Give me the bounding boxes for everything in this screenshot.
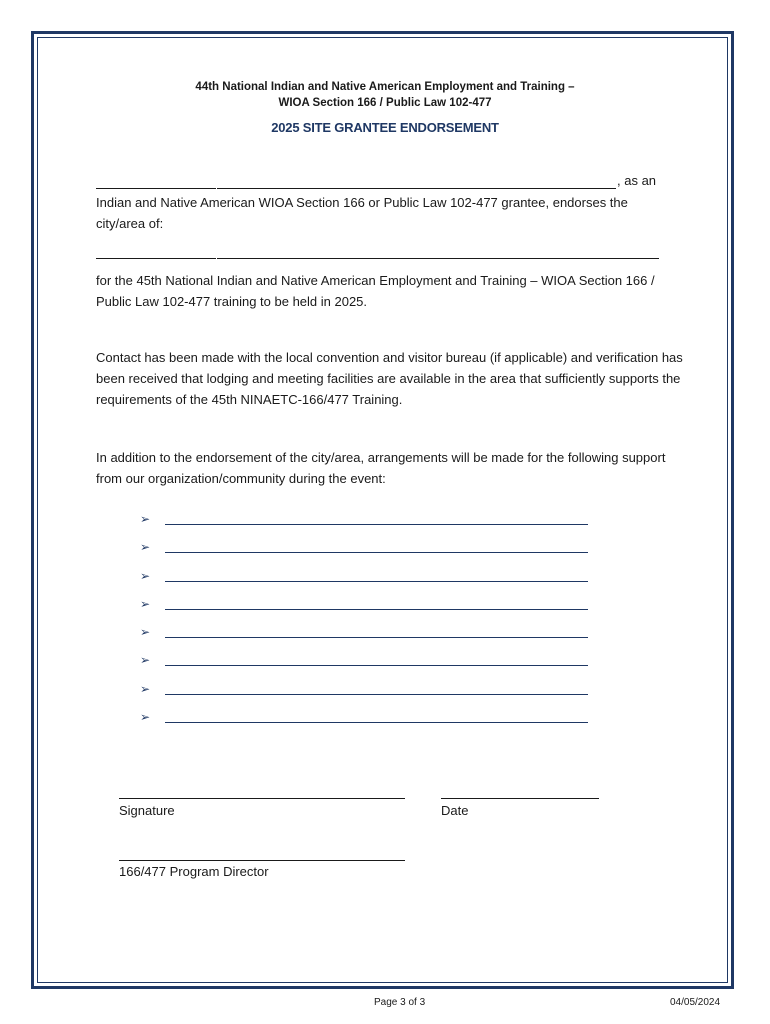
list-item <box>140 649 600 677</box>
list-item <box>140 678 600 706</box>
header-line-1: 44th National Indian and Native American Employment and Training – <box>195 81 575 93</box>
date-line[interactable] <box>441 798 599 799</box>
list-item <box>140 565 600 593</box>
list-item <box>140 593 600 621</box>
list-item <box>140 536 600 564</box>
signature-label: Signature <box>119 803 175 818</box>
arrow-bullet-icon: ➢ <box>140 512 151 526</box>
director-label: 166/477 Program Director <box>119 864 269 879</box>
paragraph-contact: Contact has been made with the local convention and visitor bureau (if applicable) and verification has been received that lodging and meeting facilities are available in the area that sufficiently supports the requirements of the 45th NINAETC-166/477 Training. <box>96 350 683 407</box>
support-line[interactable] <box>165 581 588 582</box>
support-line[interactable] <box>165 609 588 610</box>
arrow-bullet-icon: ➢ <box>140 596 151 611</box>
paragraph-support: In addition to the endorsement of the city/area, arrangements will be made for the following support from our organization/community during the event: <box>96 450 666 486</box>
as-an-text: , as an <box>617 173 657 188</box>
city-area-line-b[interactable] <box>217 258 659 259</box>
signature-line[interactable] <box>119 798 405 799</box>
page-title: 2025 SITE GRANTEE ENDORSEMENT <box>271 120 499 135</box>
support-line[interactable] <box>165 524 588 525</box>
date-label: Date <box>441 803 469 818</box>
grantee-name-line-a[interactable] <box>96 188 216 189</box>
support-line[interactable] <box>165 552 588 553</box>
arrow-bullet-icon: ➢ <box>140 710 151 725</box>
support-line[interactable] <box>165 694 588 695</box>
support-line[interactable] <box>165 665 588 666</box>
support-line[interactable] <box>165 722 588 723</box>
arrow-bullet-icon: ➢ <box>140 625 151 640</box>
list-item <box>140 508 600 536</box>
paragraph-grantee: Indian and Native American WIOA Section 166 or Public Law 102-477 grantee, endorses the city/area of: <box>96 195 628 231</box>
support-line[interactable] <box>165 637 588 638</box>
director-line[interactable] <box>119 860 405 861</box>
support-list <box>140 508 600 734</box>
list-item <box>140 706 600 734</box>
footer-date: 04/05/2024 <box>670 997 721 1008</box>
header-line-2: WIOA Section 166 / Public Law 102-477 <box>278 97 492 109</box>
page-number: Page 3 of 3 <box>374 997 426 1008</box>
list-item <box>140 621 600 649</box>
arrow-bullet-icon: ➢ <box>140 568 151 583</box>
arrow-bullet-icon: ➢ <box>140 653 151 668</box>
paragraph-training: for the 45th National Indian and Native American Employment and Training – WIOA Section 166 / Public Law 102-477 training to be held in 2025. <box>96 273 655 309</box>
city-area-line-a[interactable] <box>96 258 216 259</box>
grantee-name-line-b[interactable] <box>217 188 616 189</box>
arrow-bullet-icon: ➢ <box>140 681 151 696</box>
arrow-bullet-icon: ➢ <box>140 540 151 555</box>
